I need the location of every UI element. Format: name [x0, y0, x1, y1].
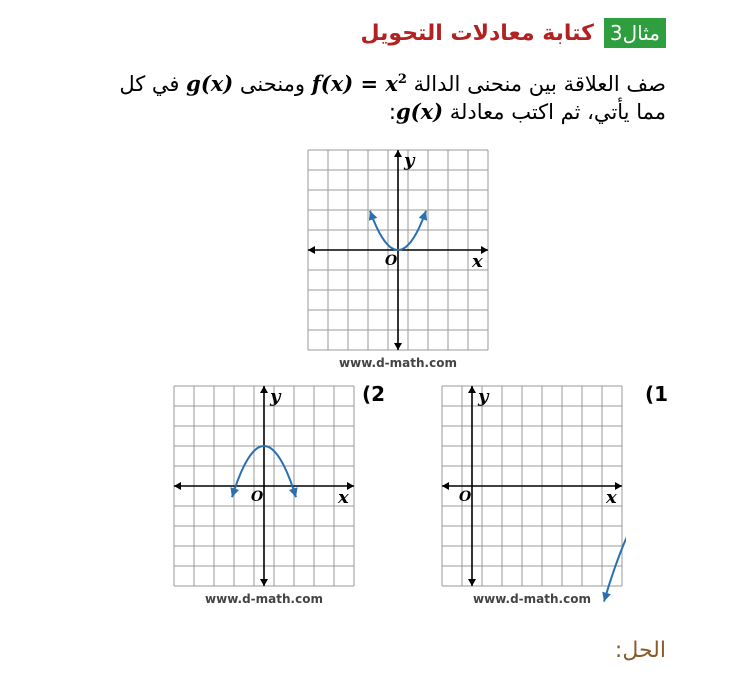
instruction-prefix: صف العلاقة بين منحنى الدالة	[413, 72, 666, 96]
graph-item2-svg	[172, 384, 358, 608]
lesson-title: كتابة معادلات التحويل	[360, 20, 594, 46]
axis-arrowhead	[260, 386, 268, 393]
origin-label: O	[385, 253, 398, 269]
x-axis-label: x	[472, 251, 483, 272]
graph-item2	[172, 384, 358, 608]
instruction-mid: ومنحنى	[239, 72, 306, 96]
example-header	[361, 18, 666, 48]
graph-main	[306, 148, 492, 376]
axis-arrowhead	[442, 482, 449, 490]
axis-arrowhead	[468, 579, 476, 586]
instruction-line2: مما يأتي، ثم اكتب معادلة	[449, 100, 666, 124]
solution-label: الحل:	[614, 638, 666, 663]
g-expression-2: g(x)	[395, 99, 444, 124]
x-axis-label: x	[606, 487, 617, 508]
axis-arrowhead	[260, 579, 268, 586]
instruction-suffix: في كل	[119, 72, 180, 96]
example-badge: مثال3	[604, 18, 666, 48]
graph-main-svg	[306, 148, 492, 376]
axis-arrowhead	[174, 482, 181, 490]
y-axis-label: y	[404, 150, 415, 171]
y-axis-label: y	[478, 386, 489, 407]
watermark-text: www.d-math.com	[339, 356, 457, 370]
axis-arrowhead	[468, 386, 476, 393]
x-axis-label: x	[338, 487, 349, 508]
y-axis-label: y	[270, 386, 281, 407]
origin-label: O	[459, 489, 472, 505]
item1-number: (1	[645, 382, 669, 406]
axis-arrowhead	[308, 246, 315, 254]
instruction-text: صف العلاقة بين منحنى الدالة $f(x) = x^2$ ومنحنى g(x) في كل مما يأتي، ثم اكتب معادلة g(x):	[119, 71, 666, 124]
graph-item1-svg	[440, 384, 626, 608]
f-expression: $f(x) = x^2$	[311, 71, 407, 96]
origin-label: O	[251, 489, 264, 505]
axis-arrowhead	[394, 343, 402, 350]
axis-arrowhead	[394, 150, 402, 157]
item2-number: (2	[362, 382, 386, 406]
watermark-text: www.d-math.com	[473, 592, 591, 606]
graph-item1	[440, 384, 626, 608]
watermark-text: www.d-math.com	[205, 592, 323, 606]
g-expression: g(x)	[186, 71, 234, 96]
